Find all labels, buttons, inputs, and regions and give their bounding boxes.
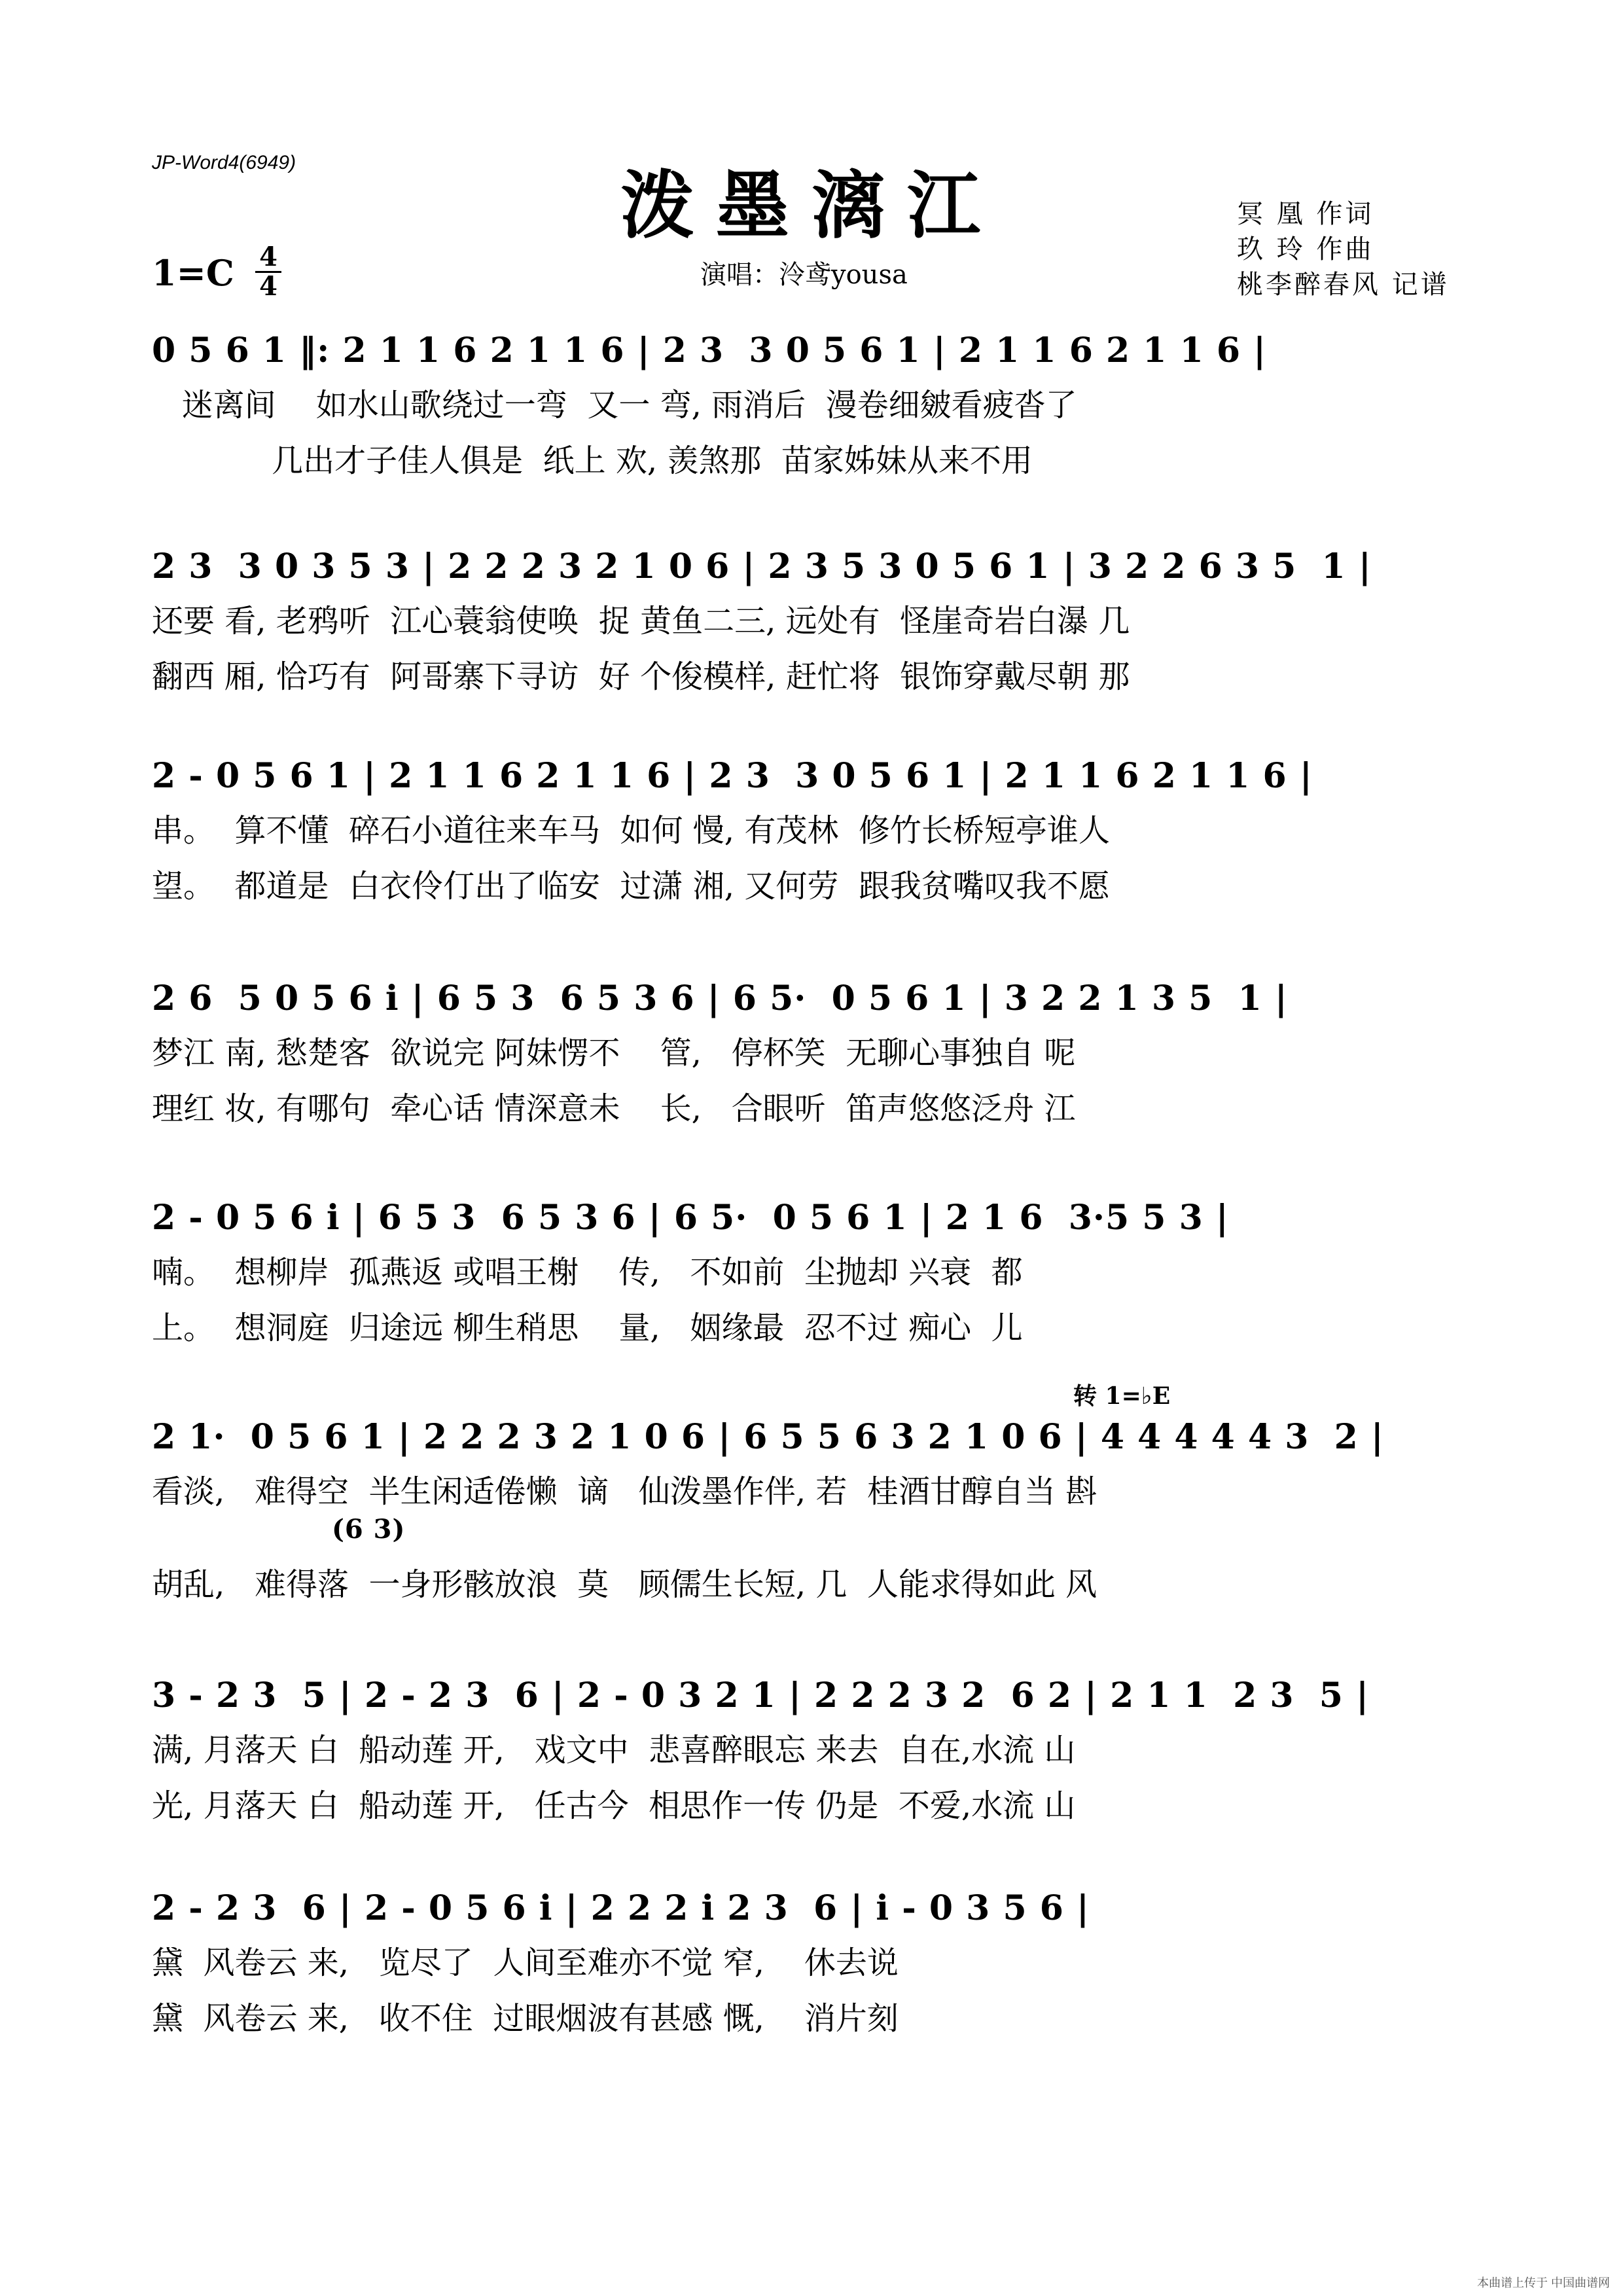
lyric-line-1: 看淡, 难得空 半生闲适倦懒 谪 仙泼墨作伴, 若 桂酒甘醇自当 斟 (152, 1473, 1097, 1510)
lyric-line-2: 理红 妆, 有哪句 牵心话 情深意未 长, 合眼听 笛声悠悠泛舟 江 (152, 1090, 1076, 1127)
lyric-line-2: 光, 月落天 白 船动莲 开, 任古今 相思作一传 仍是 不爱,水流 山 (152, 1787, 1076, 1824)
notes-row: 3 - 2 3 5 | 2 - 2 3 6 | 2 - 0 3 2 1 | 2 2 2 3 2 6 2 | 2 1 1 2 3 5 | (152, 1676, 1369, 1715)
lyric-line-1: 梦江 南, 愁楚客 欲说完 阿妹愣不 管, 停杯笑 无聊心事独自 呢 (152, 1035, 1076, 1071)
notes-row: 2 1· 0 5 6 1 | 2 2 2 3 2 1 0 6 | 6 5 5 6 3 2 1 0 6 | 4 4 4 4 4 3 2 | (152, 1417, 1384, 1457)
lyricist-credit: 冥 凰 作词 (1237, 199, 1374, 229)
notes-row: 2 - 2 3 6 | 2 - 0 5 6 i | 2 2 2 i 2 3 6 | i - 0 3 5 6 | (152, 1888, 1090, 1928)
lyric-line-2: 望。 都道是 白衣伶仃出了临安 过潇 湘, 又何劳 跟我贫嘴叹我不愿 (152, 868, 1110, 905)
lyric-line-1: 黛 风卷云 来, 览尽了 人间至难亦不觉 窄, 休去说 (152, 1945, 899, 1981)
lyric-line-1: 迷离间 如水山歌绕过一弯 又一 弯, 雨消后 漫卷细皴看疲沓了 (152, 387, 1077, 423)
lyric-line-2: 翻西 厢, 恰巧有 阿哥寨下寻访 好 个俊模样, 赶忙将 银饰穿戴尽朝 那 (152, 658, 1130, 695)
singer-credit: 演唱：泠鸢yousa (700, 260, 908, 290)
system-6 (152, 1417, 1384, 1604)
lyric-line-2: 胡乱, 难得落 一身形骸放浪 莫 顾儒生长短, 几 人能求得如此 风 (152, 1566, 1097, 1603)
notes-row: 2 6 5 0 5 6 i | 6 5 3 6 5 3 6 | 6 5· 0 5 6 1 | 3 2 2 1 3 5 1 | (152, 978, 1288, 1018)
credits-block (1237, 196, 1450, 302)
lyric-line-2: 黛 风卷云 来, 收不住 过眼烟波有甚感 慨, 消片刻 (152, 2000, 899, 2037)
time-signature (255, 243, 281, 300)
system-2 (152, 547, 1372, 696)
notes-row: 2 - 0 5 6 i | 6 5 3 6 5 3 6 | 6 5· 0 5 6 1 | 2 1 6 3·5 5 3 | (152, 1198, 1229, 1238)
lyric-line-2: 上。 想洞庭 归途远 柳生稍思 量, 姻缘最 忍不过 痴心 儿 (152, 1310, 1023, 1346)
key-signature: 1=C (152, 252, 234, 294)
time-signature-top: 4 (259, 242, 277, 272)
composer-credit: 玖 玲 作曲 (1237, 234, 1374, 264)
lyric-line-1: 还要 看, 老鸦听 江心蓑翁使唤 捉 黄鱼二三, 远处有 怪崖奇岩白瀑 几 (152, 603, 1130, 639)
alternate-notes: (6 3) (332, 1514, 406, 1545)
footer-watermark: 本曲谱上传于 中国曲谱网 (1477, 2276, 1610, 2289)
notes-row: 0 5 6 1 ‖: 2 1 1 6 2 1 1 6 | 2 3 3 0 5 6 1 | 2 1 1 6 2 1 1 6 | (152, 331, 1267, 370)
lyric-line-2: 几出才子佳人俱是 纸上 欢, 羡煞那 苗家姊妹从来不用 (152, 442, 1033, 479)
system-8 (152, 1888, 1090, 2038)
time-signature-bottom: 4 (259, 271, 277, 302)
system-1 (152, 331, 1266, 480)
song-title: 泼墨漓江 (620, 163, 1003, 249)
notes-row: 2 - 0 5 6 1 | 2 1 1 6 2 1 1 6 | 2 3 3 0 5 6 1 | 2 1 1 6 2 1 1 6 | (152, 756, 1313, 796)
lyric-line-1: 串。 算不懂 碎石小道往来车马 如何 慢, 有茂林 修竹长桥短亭谁人 (152, 812, 1110, 849)
lyric-line-1: 喃。 想柳岸 孤燕返 或唱王榭 传, 不如前 尘抛却 兴衰 都 (152, 1254, 1023, 1291)
system-4 (152, 978, 1288, 1128)
system-3 (152, 756, 1313, 906)
system-7 (152, 1676, 1369, 1825)
notes-row: 2 3 3 0 3 5 3 | 2 2 2 3 2 1 0 6 | 2 3 5 3 0 5 6 1 | 3 2 2 6 3 5 1 | (152, 547, 1372, 586)
lyric-line-1: 满, 月落天 白 船动莲 开, 戏文中 悲喜醉眼忘 来去 自在,水流 山 (152, 1732, 1076, 1768)
transcriber-credit: 桃李醉春风 记谱 (1237, 270, 1450, 300)
software-label: JP-Word4(6949) (152, 152, 296, 173)
system-5 (152, 1198, 1229, 1348)
modulation-marking: 转 1=♭E (1073, 1382, 1171, 1410)
